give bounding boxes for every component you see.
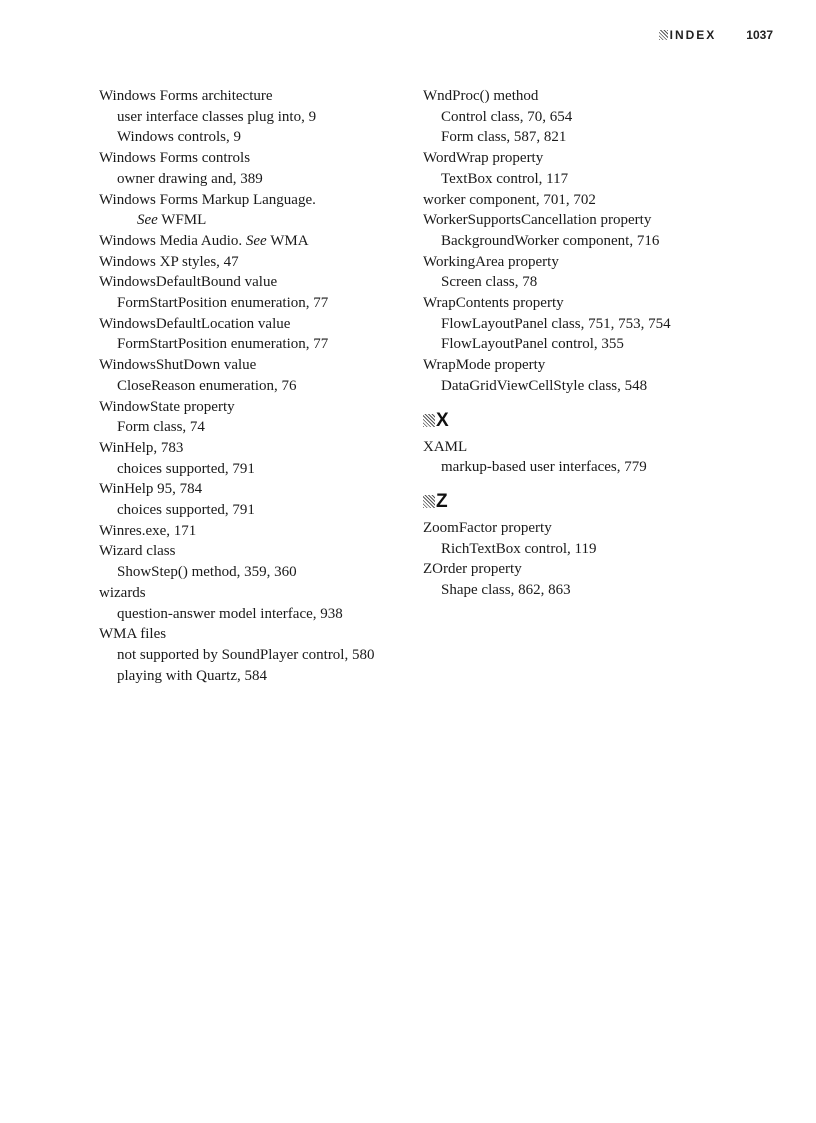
index-entry: Windows XP styles, 47 bbox=[99, 253, 239, 270]
index-entry: WMA files bbox=[99, 626, 167, 643]
entry-term: Windows Media Audio. bbox=[99, 232, 243, 249]
index-entry: wizards bbox=[99, 584, 146, 601]
index-entry: Wizard class bbox=[99, 543, 176, 560]
index-entry: Windows Forms Markup Language. bbox=[99, 191, 316, 208]
see-target: WFML bbox=[157, 212, 207, 229]
index-subentry: DataGridViewCellStyle class, 548 bbox=[441, 377, 648, 394]
index-entry: ZoomFactor property bbox=[423, 519, 552, 536]
index-subentry: FormStartPosition enumeration, 77 bbox=[117, 336, 329, 353]
index-subentry: user interface classes plug into, 9 bbox=[117, 108, 317, 125]
index-entry: XAML bbox=[423, 438, 468, 455]
index-entry: WrapMode property bbox=[423, 357, 546, 374]
index-subentry: Screen class, 78 bbox=[441, 274, 538, 291]
running-head bbox=[659, 28, 773, 42]
running-head-label: INDEX bbox=[669, 28, 717, 42]
index-entry: WorkerSupportsCancellation property bbox=[423, 212, 652, 229]
index-subentry: not supported by SoundPlayer control, 580 bbox=[117, 646, 375, 663]
see-reference bbox=[99, 210, 414, 231]
index-entry: WorkingArea property bbox=[423, 253, 559, 270]
index-subentry: FlowLayoutPanel control, 355 bbox=[441, 336, 624, 353]
index-entry: Windows Forms architecture bbox=[99, 88, 273, 104]
index-subentry: question-answer model interface, 938 bbox=[117, 605, 343, 622]
index-entry: WordWrap property bbox=[423, 150, 544, 167]
index-subentry: playing with Quartz, 584 bbox=[117, 667, 267, 684]
index-subentry: Form class, 587, 821 bbox=[441, 129, 567, 146]
letter-heading-z bbox=[423, 490, 753, 514]
index-entry: WindowsShutDown value bbox=[99, 357, 257, 374]
index-subentry: Shape class, 862, 863 bbox=[441, 582, 571, 599]
index-subentry: Control class, 70, 654 bbox=[441, 108, 573, 125]
index-subentry: Windows controls, 9 bbox=[117, 129, 241, 146]
index-subentry: FlowLayoutPanel class, 751, 753, 754 bbox=[441, 315, 671, 332]
index-entry: WindowState property bbox=[99, 398, 235, 415]
index-entry bbox=[99, 231, 414, 252]
index-entry: WindowsDefaultLocation value bbox=[99, 315, 291, 332]
index-subentry: choices supported, 791 bbox=[117, 460, 255, 477]
section-marker-icon bbox=[659, 30, 668, 40]
index-entry: WndProc() method bbox=[423, 88, 539, 104]
letter-heading-label: Z bbox=[436, 490, 448, 512]
section-marker-icon bbox=[423, 414, 435, 427]
index-subentry: owner drawing and, 389 bbox=[117, 170, 263, 187]
index-subentry: Form class, 74 bbox=[117, 419, 205, 436]
see-label: See bbox=[245, 232, 267, 249]
see-target: WMA bbox=[266, 232, 309, 249]
index-entry: worker component, 701, 702 bbox=[423, 191, 596, 208]
index-subentry: BackgroundWorker component, 716 bbox=[441, 232, 660, 249]
index-column-left bbox=[99, 86, 414, 686]
index-subentry: choices supported, 791 bbox=[117, 502, 255, 519]
index-entry: WinHelp 95, 784 bbox=[99, 481, 203, 498]
index-entry: ZOrder property bbox=[423, 561, 522, 578]
index-subentry: FormStartPosition enumeration, 77 bbox=[117, 295, 329, 312]
index-subentry: TextBox control, 117 bbox=[441, 170, 569, 187]
index-entry: Winres.exe, 171 bbox=[99, 522, 197, 539]
index-entry: Windows Forms controls bbox=[99, 150, 251, 167]
letter-heading-x bbox=[423, 409, 753, 433]
index-subentry: RichTextBox control, 119 bbox=[441, 540, 597, 557]
index-entry: WinHelp, 783 bbox=[99, 439, 184, 456]
index-column-right bbox=[423, 86, 753, 601]
page-number: 1037 bbox=[746, 28, 773, 42]
section-marker-icon bbox=[423, 495, 435, 508]
see-label: See bbox=[137, 212, 158, 229]
index-subentry: markup-based user interfaces, 779 bbox=[441, 459, 647, 476]
index-entry: WindowsDefaultBound value bbox=[99, 274, 278, 291]
index-subentry: CloseReason enumeration, 76 bbox=[117, 377, 297, 394]
letter-heading-label: X bbox=[436, 409, 449, 431]
index-entry: WrapContents property bbox=[423, 295, 564, 312]
index-subentry: ShowStep() method, 359, 360 bbox=[117, 564, 297, 581]
